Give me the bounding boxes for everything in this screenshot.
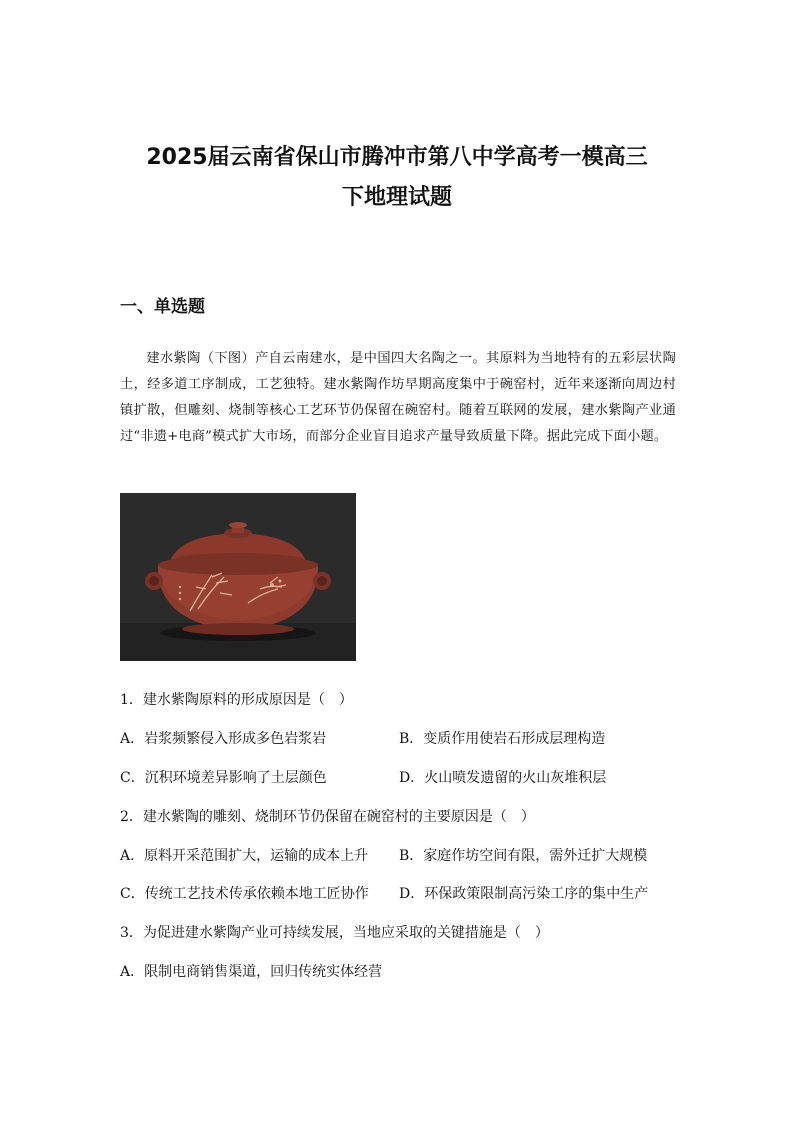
question-3-option-a: A．限制电商销售渠道，回归传统实体经营 (120, 964, 383, 980)
question-1-option-d: D．火山喷发遗留的火山灰堆积层 (399, 770, 607, 786)
question-2-option-c: C．传统工艺技术传承依赖本地工匠协作 (120, 886, 369, 902)
question-1-option-a: A．岩浆频繁侵入形成多色岩浆岩 (120, 731, 327, 747)
document-title (100, 138, 694, 218)
question-2-option-d: D．环保政策限制高污染工序的集中生产 (399, 886, 649, 902)
question-1-option-b: B．变质作用使岩石形成层理构造 (399, 731, 606, 747)
question-2-option-a: A．原料开采范围扩大，运输的成本上升 (120, 848, 369, 864)
question-1-stem: 1．建水紫陶原料的形成原因是（ ） (120, 692, 353, 708)
intro-paragraph: 建水紫陶（下图）产自云南建水，是中国四大名陶之一。其原料为当地特有的五彩层状陶土，经多道工序制成，工艺独特。建水紫陶作坊早期高度集中于碗窑村，近年来逐渐向周边村镇扩散，但雕刻、烧制等核心工艺环节仍保留在碗窑村。随着互联网的发展，建水紫陶产业通过“非遗+电商”模式扩大市场，而部分企业盲目追求产量导致质量下降。据此完成下面小题。 (120, 351, 676, 444)
section-heading: 一、单选题 (120, 297, 205, 317)
purple-clay-pot-photo (120, 493, 356, 661)
pot-illustration (120, 493, 356, 661)
question-3-stem: 3．为促进建水紫陶产业可持续发展，当地应采取的关键措施是（ ） (120, 925, 549, 941)
question-2-stem: 2．建水紫陶的雕刻、烧制环节仍保留在碗窑村的主要原因是（ ） (120, 809, 535, 825)
question-2-option-b: B．家庭作坊空间有限，需外迁扩大规模 (399, 848, 648, 864)
title-line-1: 2025届云南省保山市腾冲市第八中学高考一模高三 (146, 145, 648, 170)
question-1-option-c: C．沉积环境差异影响了土层颜色 (120, 770, 327, 786)
title-line-2: 下地理试题 (341, 185, 452, 210)
